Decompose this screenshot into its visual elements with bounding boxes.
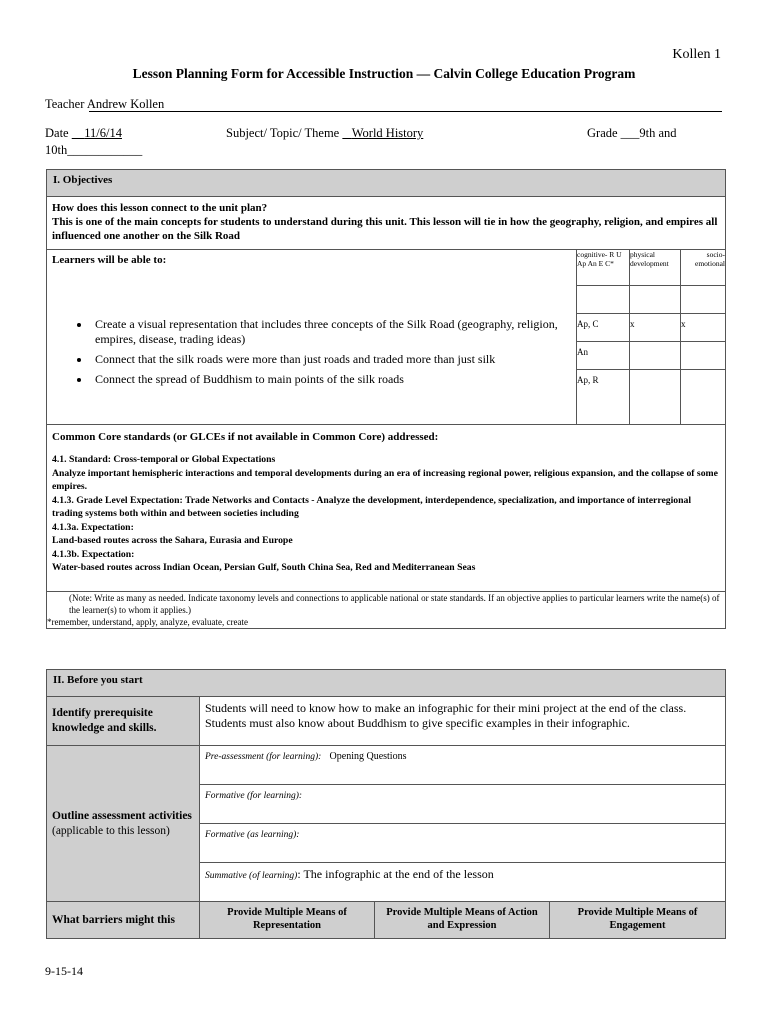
prereq-label: Identify prerequisite knowledge and skills. bbox=[47, 697, 200, 746]
before-start-header: II. Before you start bbox=[47, 670, 726, 697]
row2-cognitive: An bbox=[577, 342, 630, 370]
means-action-expression: Provide Multiple Means of Action and Expression bbox=[375, 902, 550, 939]
date-row bbox=[45, 126, 188, 141]
cc-line: Land-based routes across the Sahara, Eurasia and Europe bbox=[52, 535, 293, 546]
form-title: Lesson Planning Form for Accessible Instruction — Calvin College Education Program bbox=[132, 66, 636, 81]
cc-line: 4.1. Standard: Cross-temporal or Global Expectations bbox=[52, 454, 276, 465]
learner-objectives-cell bbox=[47, 250, 577, 425]
pre-assessment-label: Pre-assessment (for learning): bbox=[205, 752, 322, 762]
connect-answer: This is one of the main concepts for students to understand during this unit. This lesson will tie in how the geography, religion, and empires all influenced one another on the Silk Road bbox=[52, 216, 718, 242]
subject-row bbox=[226, 126, 538, 141]
common-core-heading: Common Core standards (or GLCEs if not available in Common Core) addressed: bbox=[52, 431, 439, 443]
note-text: (Note: Write as many as needed. Indicate taxonomy levels and connections to applicable national or state standards. If an objective applies to particular learners write the name(s) of the learner(s) to whom it applies.) bbox=[69, 593, 720, 615]
list-item: • Create a visual representation that includes three concepts of the Silk Road (geography, religion, empires, disease, trading ideas) bbox=[91, 317, 591, 347]
teacher-value: Andrew Kollen bbox=[86, 97, 165, 111]
connect-question: How does this lesson connect to the unit plan? bbox=[52, 202, 268, 214]
prereq-text: Students will need to know how to make an infographic for their mini project at the end of the class. Students must also know about Buddhism to give specific examples in their infographic. bbox=[200, 697, 726, 746]
teacher-row bbox=[45, 97, 164, 112]
teacher-underline bbox=[89, 111, 722, 112]
summative-label: Summative (of learning) bbox=[205, 871, 298, 881]
formative-as-label: Formative (as learning): bbox=[205, 830, 300, 840]
grade-label: Grade ___9th and bbox=[587, 126, 677, 140]
common-core-cell bbox=[47, 425, 726, 592]
row1-physical: x bbox=[630, 314, 681, 342]
grade-continuation: 10th____________ bbox=[45, 143, 143, 157]
list-item: • Connect the spread of Buddhism to main points of the silk roads bbox=[91, 372, 591, 387]
row3-socio bbox=[681, 370, 726, 425]
col-physical-header: physical development bbox=[630, 250, 681, 286]
common-core-standards bbox=[47, 453, 725, 575]
row3-physical bbox=[630, 370, 681, 425]
formative-as-cell bbox=[200, 824, 726, 863]
taxonomy-footnote: *remember, understand, apply, analyze, evaluate, create bbox=[47, 617, 248, 627]
summative-cell bbox=[200, 863, 726, 902]
cc-line: 4.1.3b. Expectation: bbox=[52, 548, 135, 560]
subject-value: World History bbox=[351, 126, 424, 140]
cc-line: 4.1.3a. Expectation: bbox=[52, 521, 134, 533]
cc-line: Water-based routes across Indian Ocean, Persian Gulf, South China Sea, Red and Mediterranean Seas bbox=[52, 562, 476, 573]
means-representation: Provide Multiple Means of Representation bbox=[200, 902, 375, 939]
col-cognitive-header: cognitive- R U Ap An E C* bbox=[577, 250, 630, 286]
learners-label: Learners will be able to: bbox=[52, 254, 167, 266]
row1-cognitive: Ap, C bbox=[577, 314, 630, 342]
row2-physical bbox=[630, 342, 681, 370]
barriers-label: What barriers might this bbox=[47, 902, 200, 939]
page-number: Kollen 1 bbox=[672, 47, 721, 62]
footer-date-code: 9-15-14 bbox=[45, 964, 83, 978]
pre-assessment-cell bbox=[200, 746, 726, 785]
subject-label: Subject/ Topic/ Theme bbox=[226, 126, 340, 140]
assessment-label-cell bbox=[47, 746, 200, 902]
date-value: 11/6/14 bbox=[84, 126, 122, 140]
before-start-table bbox=[46, 669, 726, 939]
row1-socio: x bbox=[681, 314, 726, 342]
date-label: Date bbox=[45, 126, 69, 140]
means-engagement: Provide Multiple Means of Engagement bbox=[550, 902, 726, 939]
objectives-header: I. Objectives bbox=[47, 170, 726, 197]
summative-value: : The infographic at the end of the lesson bbox=[297, 867, 494, 881]
formative-for-cell bbox=[200, 785, 726, 824]
assessment-label: Outline assessment activities bbox=[52, 809, 192, 822]
objectives-table bbox=[46, 169, 726, 629]
note-cell bbox=[47, 592, 726, 629]
formative-for-label: Formative (for learning): bbox=[205, 791, 303, 801]
list-item: • Connect that the silk roads were more than just roads and traded more than just silk bbox=[91, 352, 591, 367]
table-cell bbox=[630, 286, 681, 314]
row3-cognitive: Ap, R bbox=[577, 370, 630, 425]
cc-line: Analyze important hemispheric interactions and temporal developments during an era of increasing regional power, religious expansion, and the collapse of some empires. bbox=[52, 467, 718, 492]
row2-socio bbox=[681, 342, 726, 370]
cc-line: 4.1.3. Grade Level Expectation: Trade Networks and Contacts - Analyze the development, interdependence, specialization, and importance of interregional trading systems both within and between societies including bbox=[52, 494, 692, 519]
unit-plan-connection bbox=[47, 197, 726, 250]
table-cell bbox=[577, 286, 630, 314]
pre-assessment-value: Opening Questions bbox=[329, 751, 407, 762]
objective-list bbox=[47, 314, 591, 392]
assessment-sublabel: (applicable to this lesson) bbox=[52, 824, 170, 837]
teacher-label: Teacher bbox=[45, 97, 85, 111]
table-cell bbox=[681, 286, 726, 314]
col-socio-header: socio-emotional bbox=[681, 250, 726, 286]
